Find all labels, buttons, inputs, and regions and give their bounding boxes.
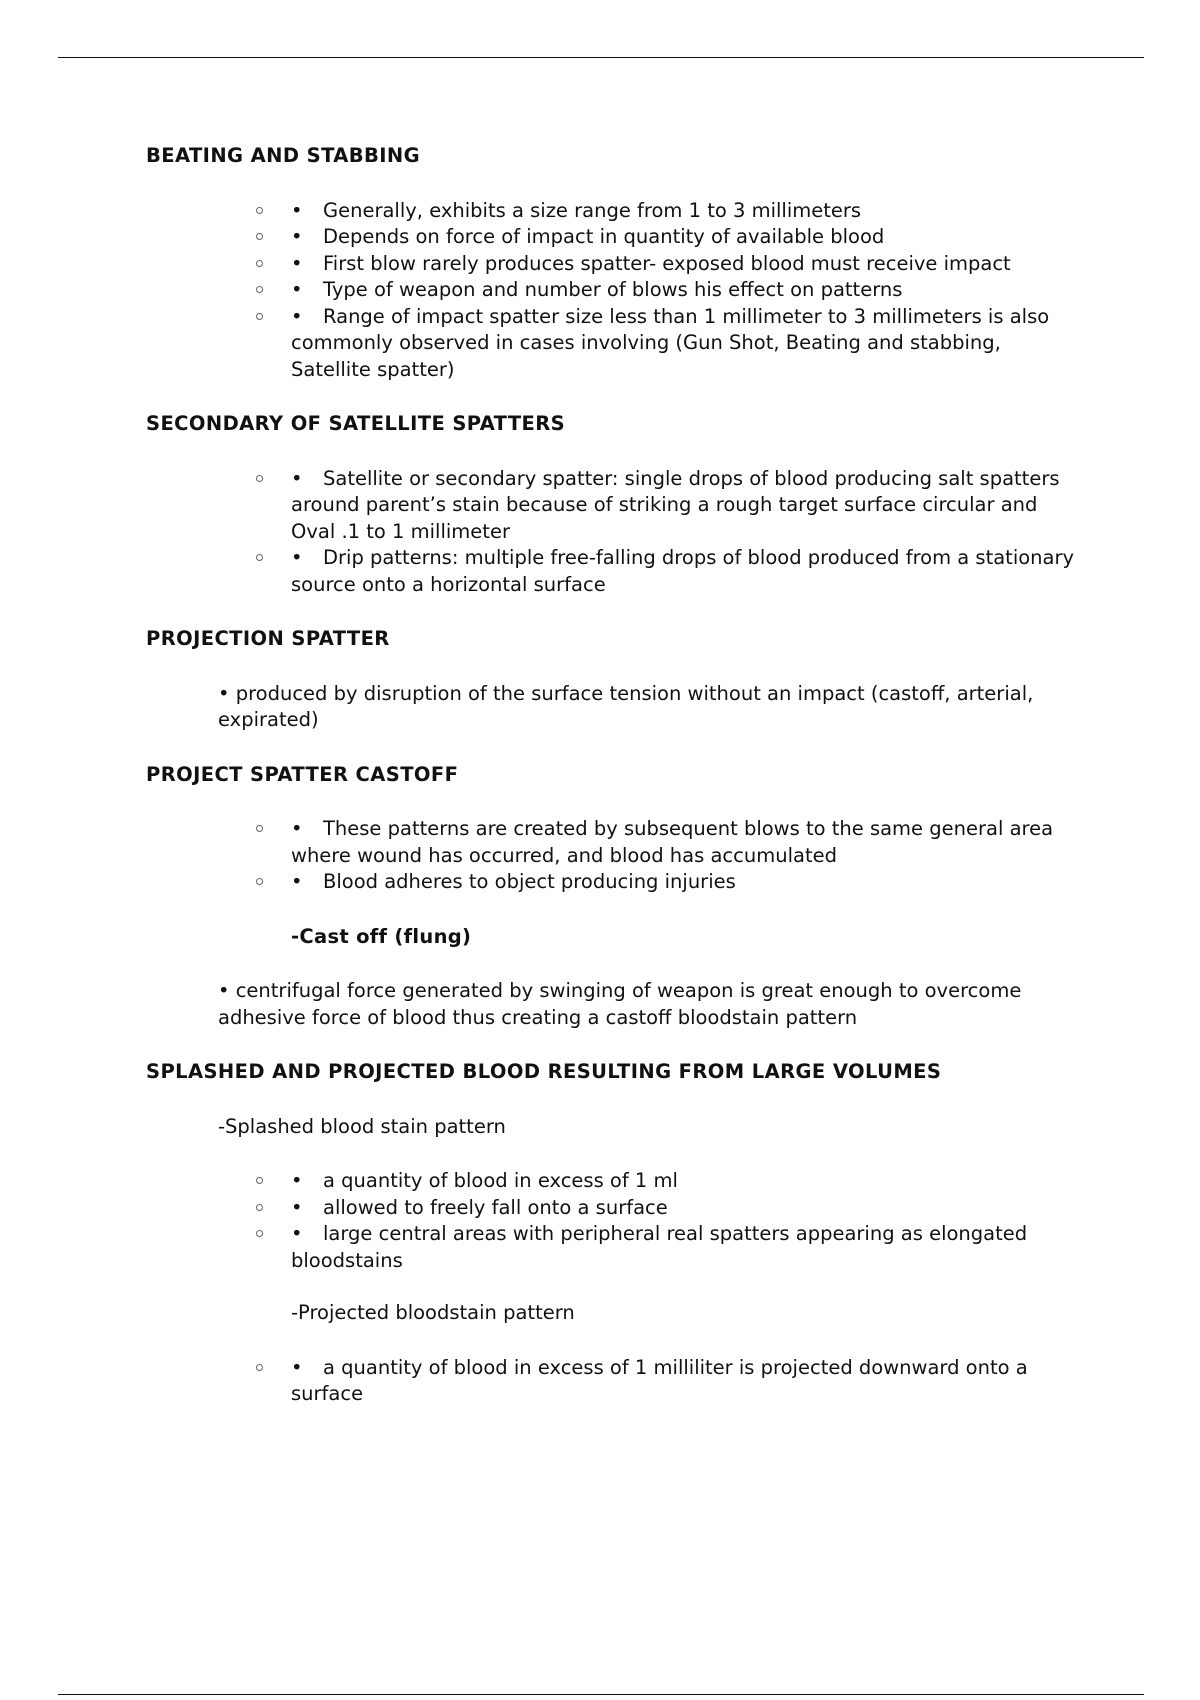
list-item: • Range of impact spatter size less than 1 millimeter to 3 millimeters is also commonly observed in cases involving (Gun Shot, Beating and stabbing, Satellite spatter) xyxy=(291,304,1086,384)
list-item: • a quantity of blood in excess of 1 ml xyxy=(291,1168,1086,1195)
bullet-icon: • xyxy=(291,1222,303,1245)
list-item: • Depends on force of impact in quantity of available blood xyxy=(291,224,1086,251)
circle-bullet-icon xyxy=(256,554,263,561)
bullet-list xyxy=(146,1168,1086,1274)
bullet-list xyxy=(146,466,1086,599)
list-item: • allowed to freely fall onto a surface xyxy=(291,1195,1086,1222)
list-item: • a quantity of blood in excess of 1 milliliter is projected downward onto a surface xyxy=(291,1355,1086,1408)
list-item: • First blow rarely produces spatter- exposed blood must receive impact xyxy=(291,251,1086,278)
paragraph: • centrifugal force generated by swinging of weapon is great enough to overcome adhesive force of blood thus creating a castoff bloodstain pattern xyxy=(218,979,1022,1029)
section-heading: SPLASHED AND PROJECTED BLOOD RESULTING FROM LARGE VOLUMES xyxy=(146,1060,942,1083)
bullet-icon: • xyxy=(291,1169,303,1192)
list-item: • These patterns are created by subsequent blows to the same general area where wound has occurred, and blood has accumulated xyxy=(291,816,1086,869)
bottom-rule xyxy=(58,1694,1144,1695)
bullet-icon: • xyxy=(291,278,303,301)
bullet-icon: • xyxy=(291,251,303,275)
subheading: -Projected bloodstain pattern xyxy=(291,1301,575,1324)
bullet-list xyxy=(146,816,1086,896)
list-item: • Generally, exhibits a size range from 1 to 3 millimeters xyxy=(291,198,1086,225)
circle-bullet-icon xyxy=(256,1177,263,1184)
circle-bullet-icon xyxy=(256,207,263,214)
bullet-list xyxy=(146,198,1086,384)
bullet-icon: • xyxy=(291,817,303,840)
bullet-list xyxy=(146,1355,1086,1408)
bullet-icon: • xyxy=(291,870,303,893)
subheading: -Splashed blood stain pattern xyxy=(218,1114,506,1138)
bullet-icon: • xyxy=(291,546,303,569)
list-item: • large central areas with peripheral real spatters appearing as elongated bloodstains xyxy=(291,1221,1086,1274)
circle-bullet-icon xyxy=(256,286,263,293)
list-item: • Satellite or secondary spatter: single drops of blood producing salt spatters around parent’s stain because of striking a rough target surface circular and Oval .1 to 1 millimeter xyxy=(291,466,1086,546)
bullet-icon: • xyxy=(291,304,303,328)
bullet-icon: • xyxy=(291,1355,303,1379)
circle-bullet-icon xyxy=(256,260,263,267)
list-item: • Blood adheres to object producing injuries xyxy=(291,869,1086,896)
circle-bullet-icon xyxy=(256,475,263,482)
section-heading: SECONDARY OF SATELLITE SPATTERS xyxy=(146,412,566,435)
circle-bullet-icon xyxy=(256,1364,263,1371)
list-item: • Drip patterns: multiple free-falling drops of blood produced from a stationary source onto a horizontal surface xyxy=(291,545,1086,598)
subheading: -Cast off (flung) xyxy=(291,924,472,948)
circle-bullet-icon xyxy=(256,1230,263,1237)
circle-bullet-icon xyxy=(256,825,263,832)
top-rule xyxy=(58,57,1144,58)
bullet-icon: • xyxy=(291,466,303,490)
section-heading: PROJECTION SPATTER xyxy=(146,627,390,650)
list-item: • Type of weapon and number of blows his effect on patterns xyxy=(291,277,1086,304)
section-heading: PROJECT SPATTER CASTOFF xyxy=(146,762,459,786)
bullet-icon: • xyxy=(291,198,303,222)
circle-bullet-icon xyxy=(256,878,263,885)
circle-bullet-icon xyxy=(256,313,263,320)
circle-bullet-icon xyxy=(256,233,263,240)
paragraph: • produced by disruption of the surface tension without an impact (castoff, arterial, expirated) xyxy=(218,681,1034,731)
bullet-icon: • xyxy=(291,225,303,248)
circle-bullet-icon xyxy=(256,1204,263,1211)
bullet-icon: • xyxy=(291,1195,303,1219)
document-body xyxy=(146,143,1086,1408)
section-heading: BEATING AND STABBING xyxy=(146,144,421,167)
